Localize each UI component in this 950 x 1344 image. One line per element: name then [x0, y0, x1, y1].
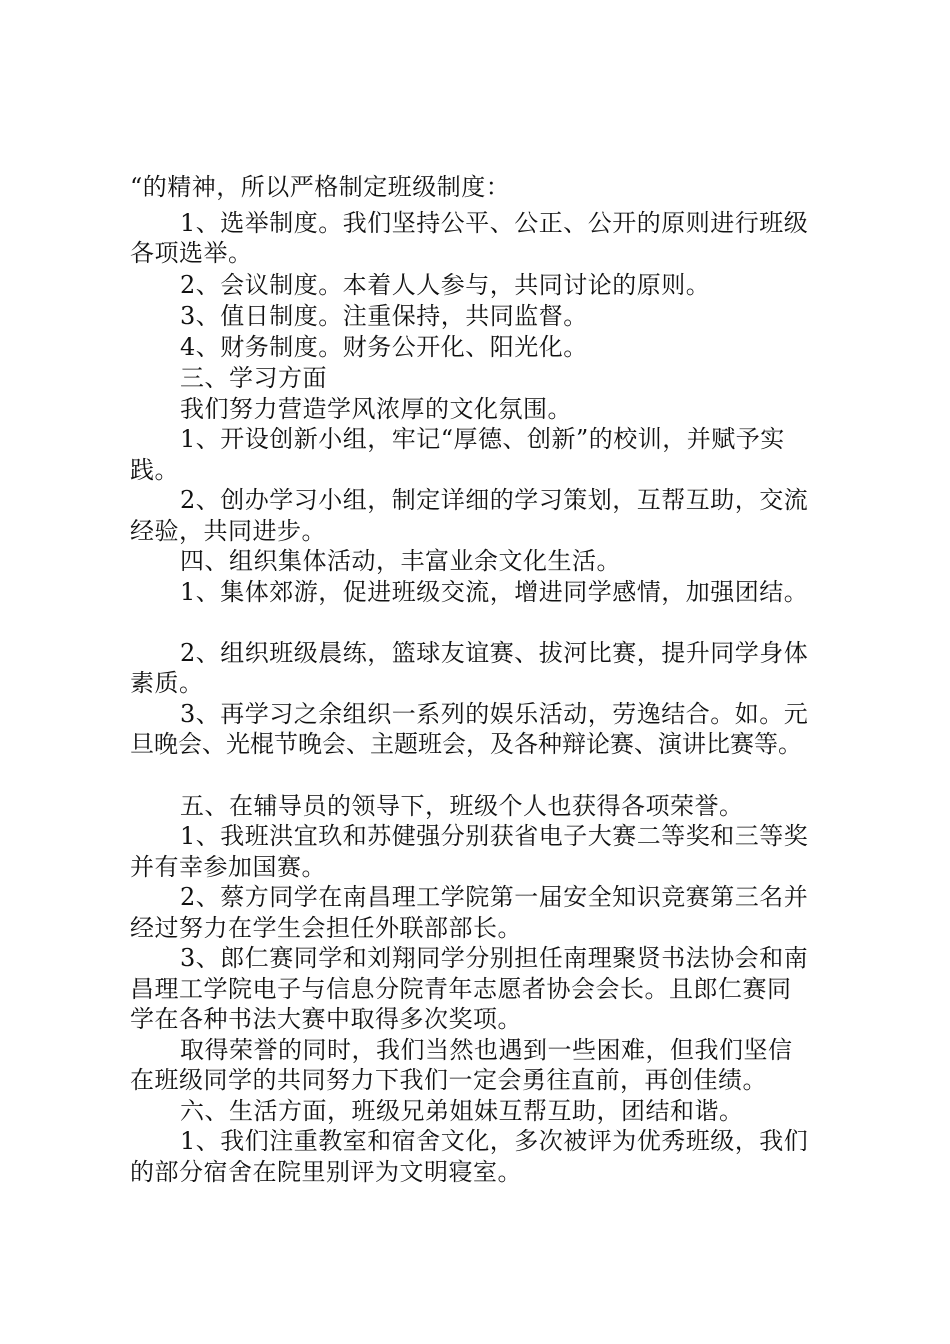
text-line: 的部分宿舍在院里别评为文明寝室。 — [130, 1158, 522, 1186]
section-heading: 三、学习方面 — [180, 364, 327, 392]
section-heading: 六、生活方面，班级兄弟姐妹互帮互助，团结和谐。 — [180, 1097, 744, 1125]
text-line: 素质。 — [130, 669, 204, 697]
text-line: 并有幸参加国赛。 — [130, 853, 326, 881]
text-line: 1、选举制度。我们坚持公平、公正、公开的原则进行班级 — [180, 209, 809, 237]
text-line: 3、再学习之余组织一系列的娱乐活动，劳逸结合。如。元 — [180, 700, 809, 728]
text-line: 经过努力在学生会担任外联部部长。 — [130, 914, 522, 942]
text-line: 1、我班洪宜玖和苏健强分别获省电子大赛二等奖和三等奖 — [180, 822, 809, 850]
text-line: 旦晚会、光棍节晚会、主题班会，及各种辩论赛、演讲比赛等。 — [130, 730, 802, 758]
text-line: 2、蔡方同学在南昌理工学院第一届安全知识竞赛第三名并 — [180, 883, 809, 911]
text-line: 1、集体郊游，促进班级交流，增进同学感情，加强团结。 — [180, 578, 809, 606]
text-line: 3、郎仁赛同学和刘翔同学分别担任南理聚贤书法协会和南 — [180, 944, 809, 972]
text-line: 取得荣誉的同时，我们当然也遇到一些困难，但我们坚信 — [180, 1036, 793, 1064]
text-line: “的精神，所以严格制定班级制度： — [130, 173, 511, 201]
text-line: 2、组织班级晨练，篮球友谊赛、拔河比赛，提升同学身体 — [180, 639, 809, 667]
section-heading: 四、组织集体活动，丰富业余文化生活。 — [180, 547, 621, 575]
text-line: 1、我们注重教室和宿舍文化，多次被评为优秀班级，我们 — [180, 1127, 809, 1155]
text-line: 2、创办学习小组，制定详细的学习策划，互帮互助，交流 — [180, 486, 809, 514]
text-line: 各项选举。 — [130, 239, 253, 267]
text-line: 2、会议制度。本着人人参与，共同讨论的原则。 — [180, 271, 711, 299]
text-line: 4、财务制度。财务公开化、阳光化。 — [180, 333, 588, 361]
text-line: 我们努力营造学风浓厚的文化氛围。 — [180, 395, 572, 423]
text-line: 3、值日制度。注重保持，共同监督。 — [180, 302, 588, 330]
text-line: 在班级同学的共同努力下我们一定会勇往直前，再创佳绩。 — [130, 1066, 767, 1094]
text-line: 学在各种书法大赛中取得多次奖项。 — [130, 1005, 522, 1033]
text-line: 经验，共同进步。 — [130, 517, 326, 545]
text-line: 践。 — [130, 456, 179, 484]
section-heading: 五、在辅导员的领导下，班级个人也获得各项荣誉。 — [180, 792, 744, 820]
text-line: 1、开设创新小组，牢记“厚德、创新”的校训，并赋予实 — [180, 425, 785, 453]
text-line: 昌理工学院电子与信息分院青年志愿者协会会长。且郎仁赛同 — [130, 975, 792, 1003]
